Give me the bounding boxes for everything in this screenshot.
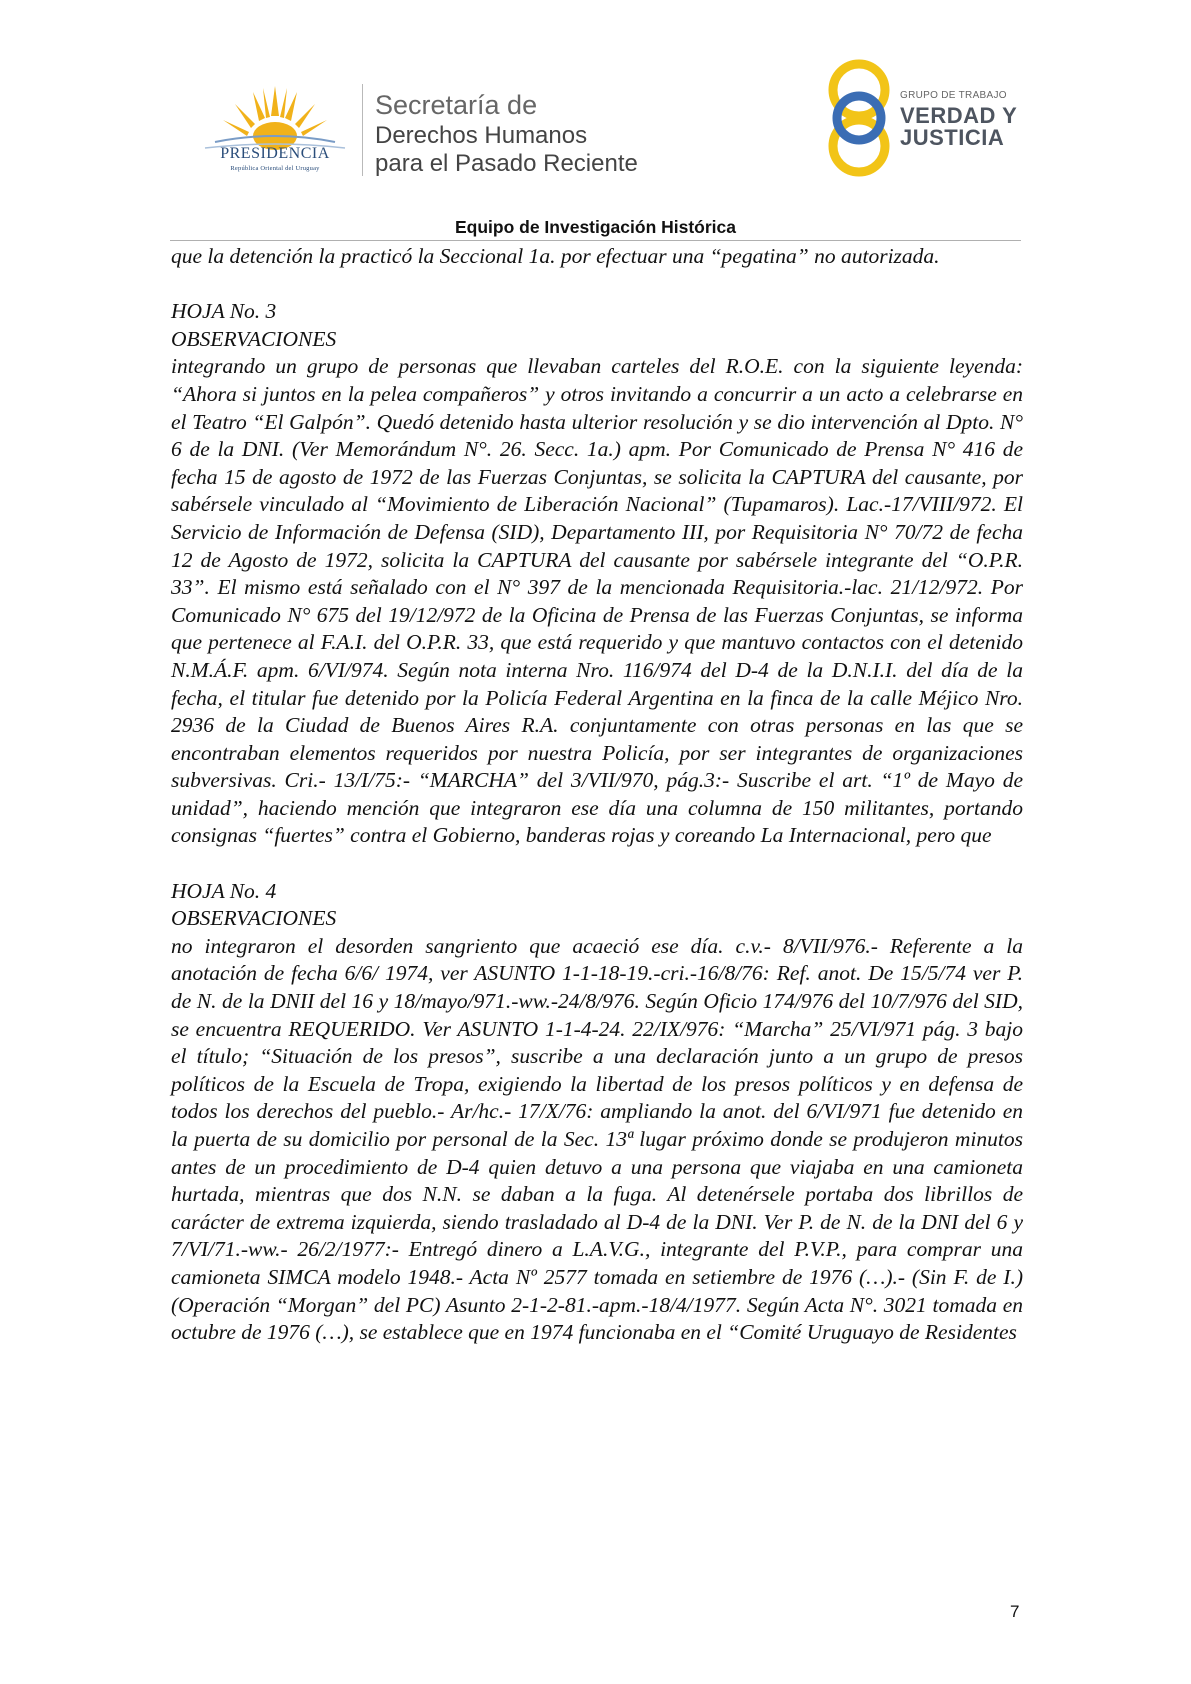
spacer (171, 850, 1023, 878)
sheet-3-subtitle: OBSERVACIONES (171, 326, 337, 351)
header-divider (362, 84, 363, 176)
presidencia-sun-logo (195, 78, 355, 178)
sheet-3-title: HOJA No. 3 (171, 299, 277, 324)
justicia-label: JUSTICIA (900, 125, 1005, 150)
presidencia-subtitle: República Oriental del Uruguay (230, 165, 320, 172)
sheet-3-paragraph: integrando un grupo de personas que llevaban carteles del R.O.E. con la siguiente leyenda: “Ahora si juntos en la pelea compañeros” y otros invitando a concurrir a un acto a celebrarse en el Teatro “El Galpón”. Quedó detenido hasta ulterior resolución y se dio intervención al Dpto. N° 6 de la DNI. (Ver Memorándum N°. 26. Secc. 1a.) apm. Por Comunicado de Prensa N° 416 de fecha 15 de agosto de 1972 de las Fuerzas Conjuntas, se solicita la CAPTURA del causante, por sabérsele vinculado al “Movimiento de Liberación Nacional” (Tupamaros). Lac.-17/VIII/972. El Servicio de Información de Defensa (SID), Departamento III, por Requisitoria N° 70/72 de fecha 12 de Agosto de 1972, solicita la CAPTURA del causante por sabérsele integrante del “O.P.R. 33”. El mismo está señalado con el N° 397 de la mencionada Requisitoria.-lac. 21/12/972. Por Comunicado N° 675 del 19/12/972 de la Oficina de Prensa de las Fuerzas Conjuntas, se informa que pertenece al F.A.I. del O.P.R. 33, que está requerido y que mantuvo contactos con el detenido N.M.Á.F. apm. 6/VI/974. Según nota interna Nro. 116/974 del D-4 de la D.N.I.I. del día de la fecha, el titular fue detenido por la Policía Federal Argentina en la finca de la calle Méjico Nro. 2936 de la Ciudad de Buenos Aires R.A. conjuntamente con otras personas en las que se encontraban elementos requeridos por nuestra Policía, por ser integrantes de organizaciones subversivas. Cri.- 13/I/75:- “MARCHA” del 3/VII/970, pág.3:- Suscribe el art. “1º de Mayo de unidad”, haciendo mención que integraron ese día una columna de 150 militantes, portando consignas “fuertes” contra el Gobierno, banderas rojas y coreando La Internacional, pero que (171, 354, 1023, 848)
document-body (171, 243, 1023, 1347)
team-title: Equipo de Investigación Histórica (454, 217, 737, 237)
sheet-4-title: HOJA No. 4 (171, 878, 277, 903)
sheet-4-paragraph: no integraron el desorden sangriento que acaeció ese día. c.v.- 8/VII/976.- Referente a la anotación de fecha 6/6/ 1974, ver ASUNTO 1-1-18-19.-cri.-16/8/76: Ref. anot. De 15/5/74 ver P. de N. de la DNII del 16 y 18/mayo/971.-ww.-24/8/976. Según Oficio 174/976 del 10/7/976 del SID, se encuentra REQUERIDO. Ver ASUNTO 1-1-4-24. 22/IX/976: “Marcha” 25/VI/971 pág. 3 bajo el título; “Situación de los presos”, suscribe a una declaración junto a un grupo de presos políticos de la Escuela de Tropa, exigiendo la libertad de los presos políticos y en defensa de todos los derechos del pueblo.- Ar/hc.- 17/X/76: ampliando la anot. del 6/VI/971 fue detenido en la puerta de su domicilio por personal de la Sec. 13ª lugar próximo donde se produjeron minutos antes de un procedimiento de D-4 quien detuvo a una persona que viajaba en una camioneta hurtada, mientras que dos N.N. se daban a la fuga. Al detenérsele portaba dos librillos de carácter de extrema izquierda, siendo trasladado al D-4 de la DNI. Ver P. de N. de la DNI del 6 y 7/VI/71.-ww.- 26/2/1977:- Entregó dinero a L.A.V.G., integrante del P.V.P., para comprar una camioneta SIMCA modelo 1948.- Acta Nº 2577 tomada en setiembre de 1976 (…).- (Sin F. de I.) (Operación “Morgan” del PC) Asunto 2-1-2-81.-apm.-18/4/1977. Según Acta N°. 3021 tomada en octubre de 1976 (…), se establece que en 1974 funcionaba en el “Comité Uruguayo de Residentes (171, 933, 1023, 1345)
intro-paragraph: que la detención la practicó la Seccional 1a. por efectuar una “pegatina” no autorizada. (171, 244, 940, 268)
secretaria-line-2: Derechos Humanos (375, 122, 588, 149)
secretaria-line-3: para el Pasado Reciente (375, 150, 638, 177)
verdad-justicia-logo (820, 56, 898, 180)
page-number: 7 (1010, 1602, 1020, 1621)
sheet-4-subtitle: OBSERVACIONES (171, 906, 337, 931)
header-rule (170, 240, 1021, 241)
secretaria-line-1: Secretaría de (375, 90, 538, 120)
grupo-label: GRUPO DE TRABAJO (900, 90, 1007, 101)
spacer (171, 271, 1023, 299)
verdad-label: VERDAD Y (900, 103, 1018, 128)
presidencia-label: PRESIDENCIA (220, 145, 330, 162)
